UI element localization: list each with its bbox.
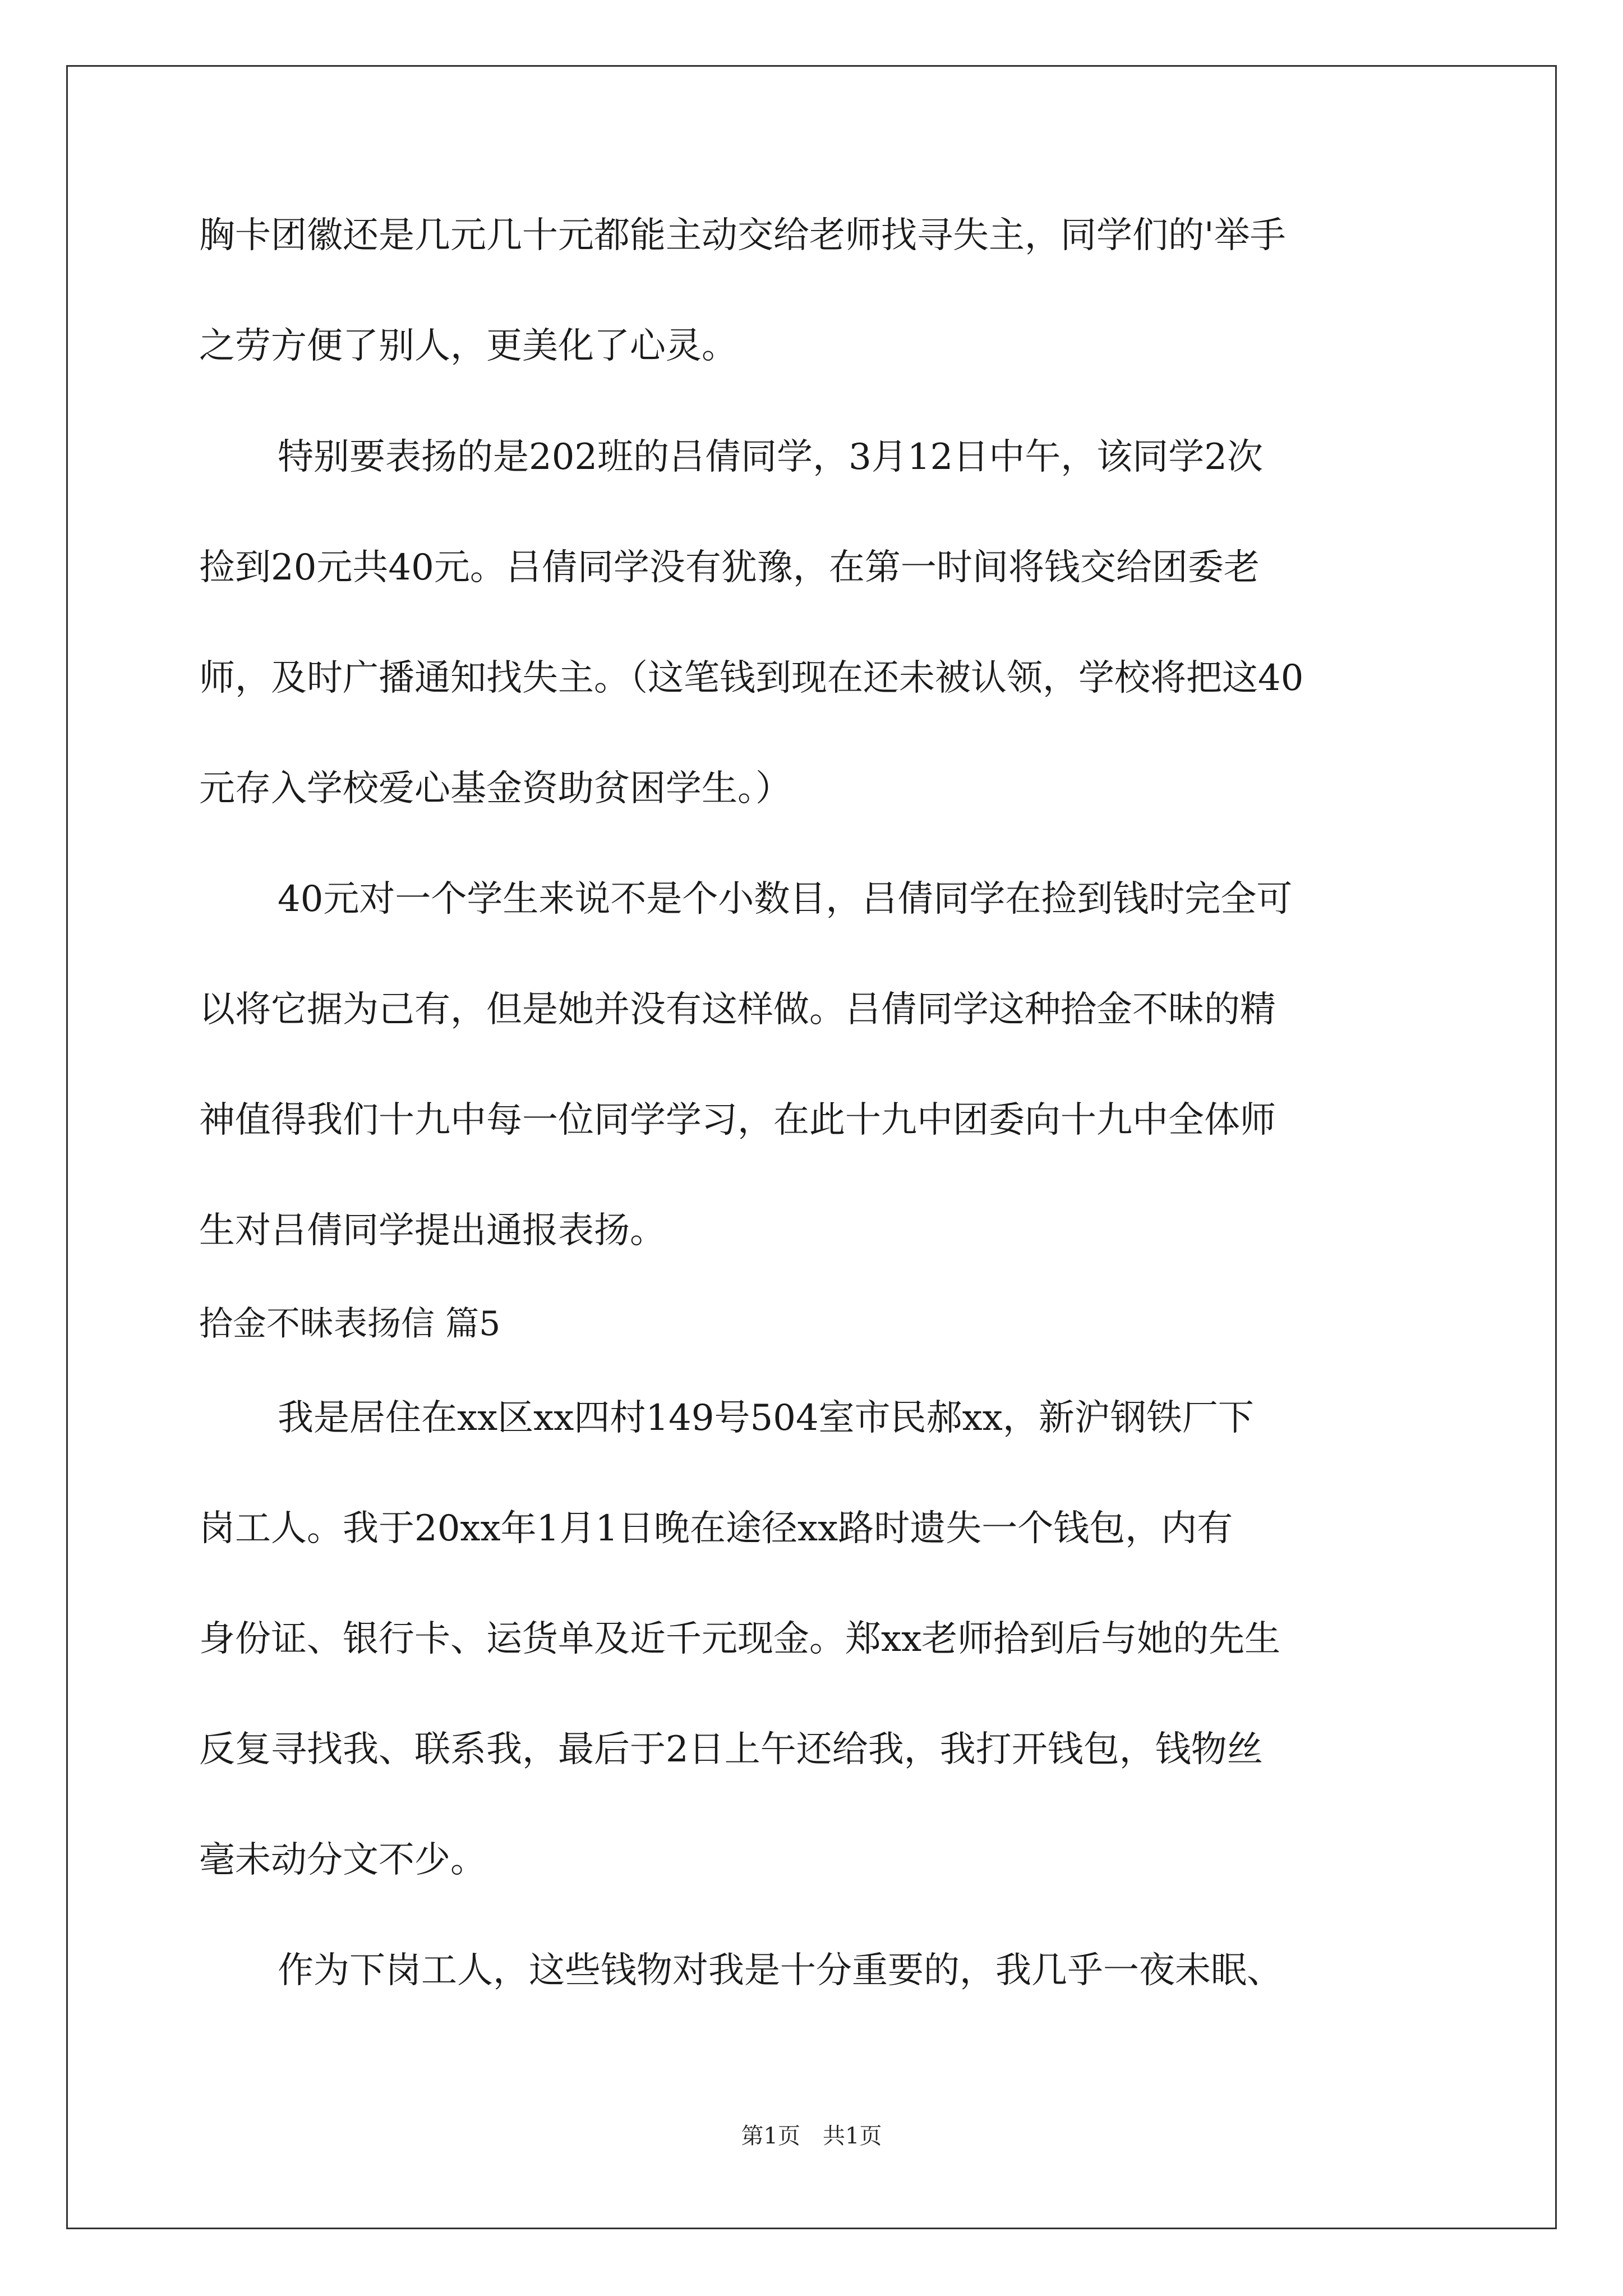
paragraph-line: 40元对一个学生来说不是个小数目，吕倩同学在捡到钱时完全可: [278, 878, 1293, 920]
paragraph-line: 以将它据为己有，但是她并没有这样做。吕倩同学这种拾金不昧的精: [199, 989, 1276, 1030]
page-number: 第1页 共1页: [741, 2123, 882, 2149]
paragraph-line: 特别要表扬的是202班的吕倩同学，3月12日中午，该同学2次: [278, 436, 1264, 478]
paragraph-line: 毫未动分文不少。: [199, 1839, 486, 1881]
paragraph-line: 反复寻找我、联系我，最后于2日上午还给我，我打开钱包，钱物丝: [199, 1729, 1263, 1770]
paragraph-line: 生对吕倩同学提出通报表扬。: [199, 1210, 666, 1251]
paragraph-line: 我是居住在xx区xx四村149号504室市民郝xx，新沪钢铁厂下: [278, 1397, 1254, 1439]
paragraph-line: 岗工人。我于20xx年1月1日晚在途径xx路时遗失一个钱包，内有: [199, 1508, 1233, 1549]
paragraph-line: 捡到20元共40元。吕倩同学没有犹豫，在第一时间将钱交给团委老: [199, 547, 1260, 588]
paragraph-line: 胸卡团徽还是几元几十元都能主动交给老师找寻失主，同学们的'举手: [199, 215, 1286, 256]
paragraph-line: 元存入学校爱心基金资助贫困学生。）: [199, 768, 791, 809]
paragraph-line: 神值得我们十九中每一位同学学习，在此十九中团委向十九中全体师: [199, 1099, 1276, 1141]
section-heading: 拾金不昧表扬信 篇5: [199, 1304, 501, 1343]
paragraph-line: 之劳方便了别人，更美化了心灵。: [199, 325, 737, 367]
paragraph-line: 身份证、银行卡、运货单及近千元现金。郑xx老师拾到后与她的先生: [199, 1618, 1281, 1660]
paragraph-line: 作为下岗工人，这些钱物对我是十分重要的，我几乎一夜未眠、: [278, 1950, 1283, 1991]
paragraph-line: 师，及时广播通知找失主。（这笔钱到现在还未被认领，学校将把这40: [199, 657, 1304, 699]
